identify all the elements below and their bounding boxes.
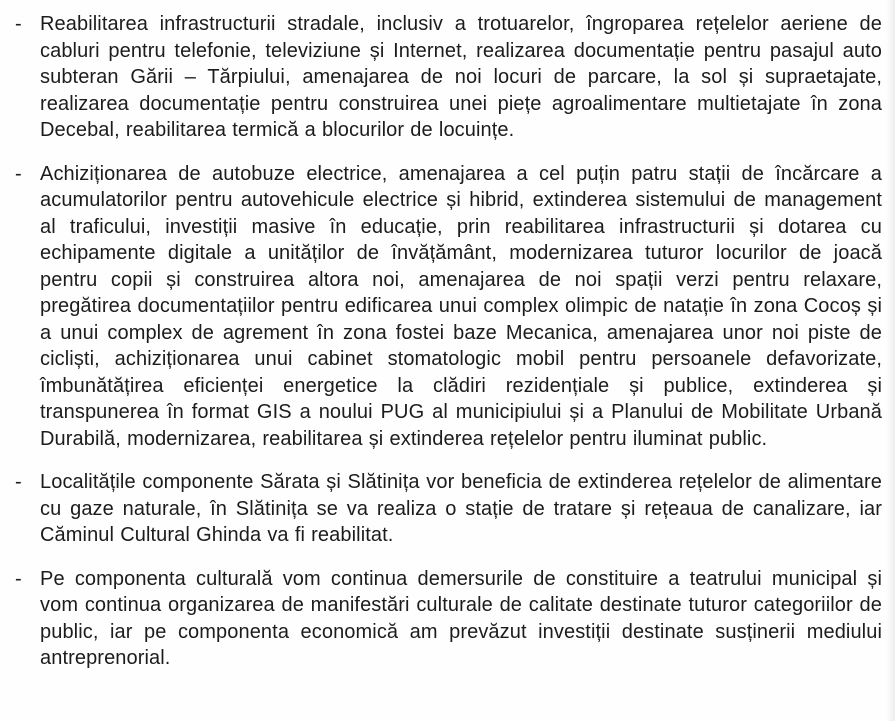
bullet-dash: - [15,567,22,590]
paragraph-text: Localitățile componente Sărata și Slătinița vor beneficia de extinderea rețelelor de alimentare cu gaze naturale, în Slătinița se va realiza o stație de tratare și rețeaua de canalizare, iar Căminul Cultural Ghinda va fi reabilitat. [40,471,882,546]
bullet-dash: - [15,13,22,35]
list-item [0,469,882,549]
bullet-dash: - [15,162,22,185]
scan-edge-artifact [886,0,895,721]
paragraph-text: Achiziționarea de autobuze electrice, amenajarea a cel puțin patru stații de încărcare a acumulatorilor pentru autovehicule electrice și hibrid, extinderea sistemului de management al traficului, investiții masive în educație, prin reabilitarea infrastructurii și dotarea cu echipamente digitale a unităților de învățământ, modernizarea tuturor locurilor de joacă pentru copii și construirea altora noi, amenajarea de noi spații verzi pentru relaxare, pregătirea documentațiilor pentru edificarea unui complex olimpic de natație în zona Cocoș și a unui complex de agrement în zona fostei baze Mecanica, amenajarea unor noi piste de cicliști, achiziționarea unui cabinet stomatologic mobil pentru persoanele defavorizate, îmbunătățirea eficienței energetice la clădiri rezidențiale și publice, extinderea și transpunerea în format GIS a noului PUG al municipiului și a Planului de Mobilitate Urbană Durabilă, modernizarea, reabilitarea și extinderea rețelelor pentru iluminat public. [40,162,882,450]
list-item [0,566,882,672]
list-item [0,161,882,453]
bullet-dash: - [15,471,22,493]
paragraph-text: Reabilitarea infrastructurii stradale, inclusiv a trotuarelor, îngroparea rețelelor aeriene de cabluri pentru telefonie, televiziune și Internet, realizarea documentație pentru pasajul auto subteran Gării – Tărpiului, amenajarea de noi locuri de parcare, la sol și supraetajate, realizarea documentație pentru construirea unei piețe agroalimentare multietajate în zona Decebal, reabilitarea termică a blocurilor de locuințe. [40,13,882,141]
paragraph-text: Pe componenta culturală vom continua demersurile de constituire a teatrului municipal și vom continua organizarea de manifestări culturale de calitate destinate tuturor categoriilor de public, iar pe componenta economică am prevăzut investiții destinate susținerii mediului antreprenorial. [40,567,882,669]
list-item [0,11,882,144]
